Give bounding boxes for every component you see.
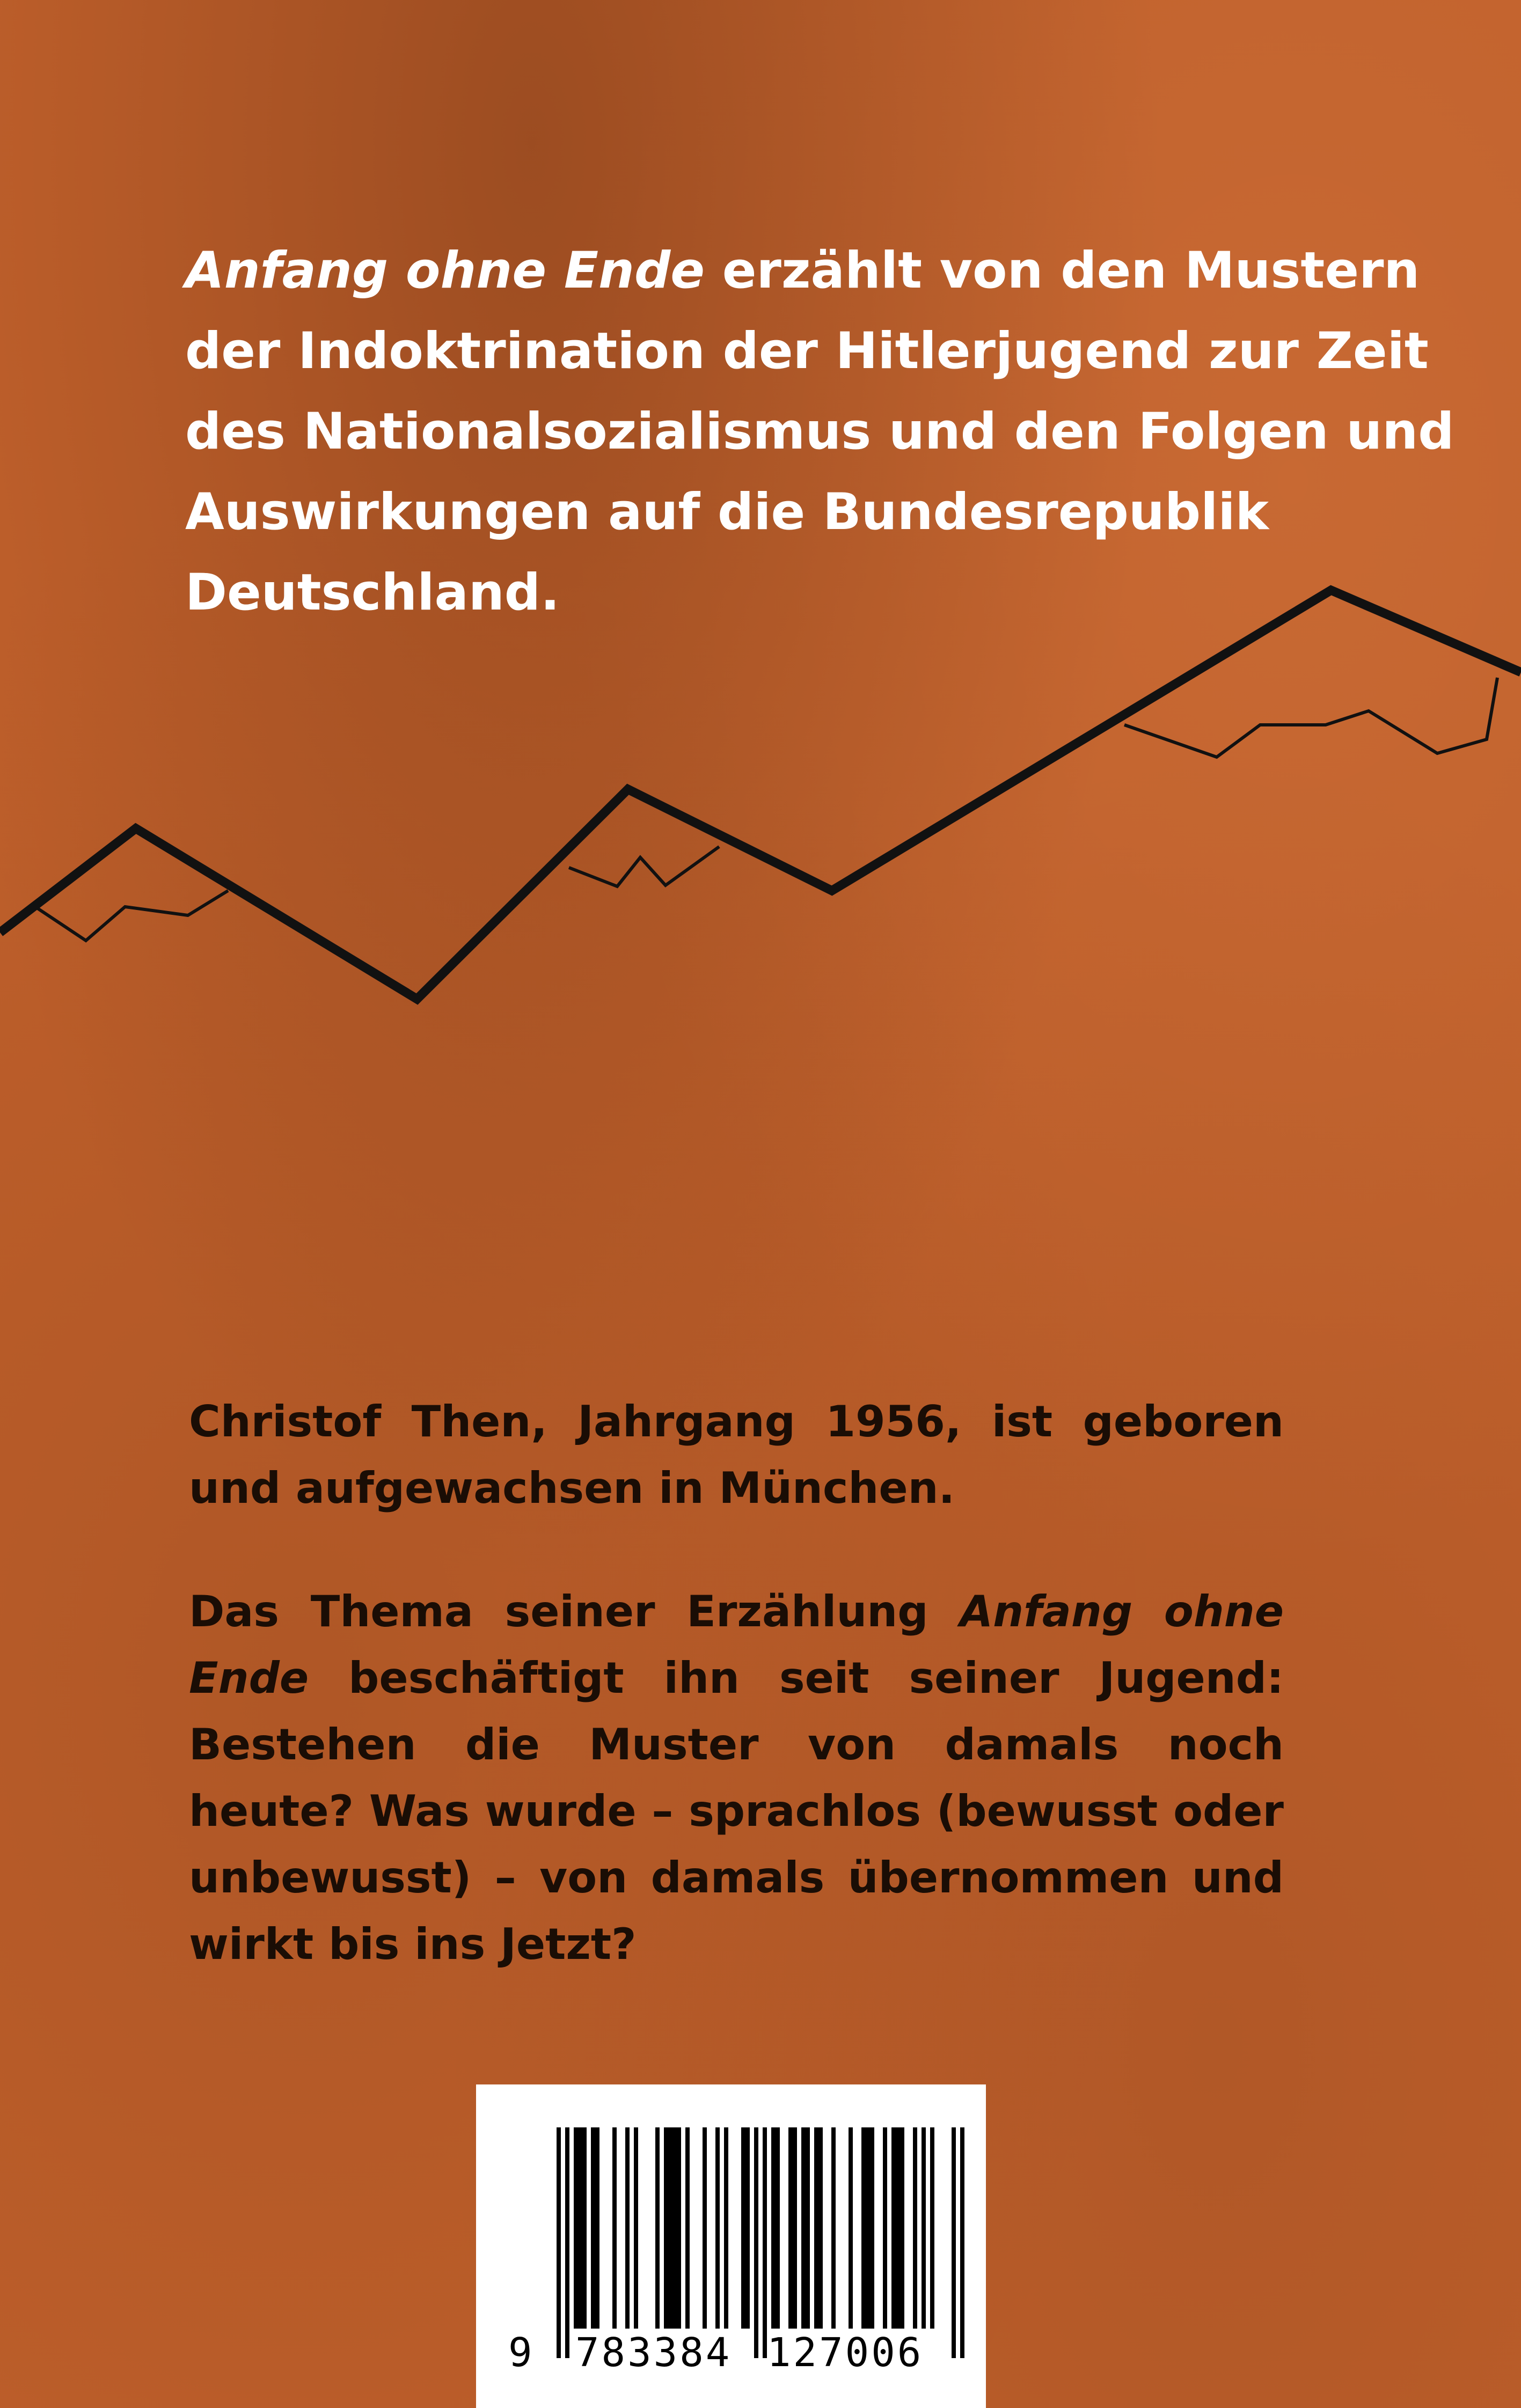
barcode-bar — [715, 2127, 720, 2329]
barcode-bar — [591, 2127, 595, 2329]
barcode-bar — [866, 2127, 870, 2329]
barcode-bar — [745, 2127, 750, 2329]
barcode-bar — [930, 2127, 934, 2329]
barcode-bar — [831, 2127, 836, 2329]
barcode-bar — [793, 2127, 797, 2329]
blurb-body: erzählt von den Mustern der Indoktrination der Hitlerjugend zur Zeit des Nationalsozialismus und den Folgen und Auswirkungen auf die Bundesrepublik Deutschland. — [185, 241, 1454, 622]
barcode-bar — [578, 2127, 582, 2329]
barcode-guard-bar — [565, 2127, 569, 2358]
barcode-bar — [801, 2127, 806, 2329]
barcode-guard-bar — [754, 2127, 758, 2358]
author-bio-paragraph-2 — [189, 1579, 1284, 1978]
barcode-bar — [664, 2127, 668, 2329]
mountain-line-illustration — [0, 579, 1521, 1009]
mountain-ridge-line — [0, 590, 1521, 999]
barcode-guard-bar — [763, 2127, 767, 2358]
snowcap-line-1 — [38, 891, 228, 941]
author-bio-paragraph-1: Christof Then, Jahrgang 1956, ist geboren und aufgewachsen in München. — [189, 1397, 1284, 1513]
barcode-bar — [685, 2127, 690, 2329]
bio-book-title-italic: Anfang ohne Ende — [189, 1587, 1284, 1703]
barcode-bar — [574, 2127, 578, 2329]
barcode-bar — [672, 2127, 677, 2329]
barcode-bar — [814, 2127, 818, 2329]
book-title-italic: Anfang ohne Ende — [185, 241, 705, 300]
barcode-prefix-digit: 9 — [508, 2330, 535, 2376]
barcode-bar — [741, 2127, 745, 2329]
barcode-bar — [612, 2127, 617, 2329]
barcode-bar — [655, 2127, 660, 2329]
snowcap-line-2 — [569, 847, 719, 886]
barcode-bar — [677, 2127, 681, 2329]
barcode-guard-bar — [557, 2127, 561, 2358]
barcode-bar — [771, 2127, 776, 2329]
barcode-bar — [870, 2127, 874, 2329]
barcode-bar — [922, 2127, 926, 2329]
barcode-bar — [913, 2127, 917, 2329]
barcode-bar — [625, 2127, 630, 2329]
barcode-right-digits: 127006 — [767, 2330, 924, 2376]
barcode-bar — [818, 2127, 823, 2329]
bio-text-rest: beschäftigt ihn seit seiner Jugend: Bestehen die Muster von damals noch heute? Was wurde – sprachlos (bewusst oder unbewusst) – von damals übernommen und wirkt bis ins Jetzt? — [189, 1653, 1284, 1969]
barcode-bar — [883, 2127, 887, 2329]
barcode-bar — [634, 2127, 638, 2329]
barcode-guard-bar — [960, 2127, 964, 2358]
barcode-bar — [582, 2127, 587, 2329]
barcode-left-digits: 783384 — [575, 2330, 732, 2376]
barcode-bar — [896, 2127, 900, 2329]
barcode-bar — [900, 2127, 904, 2329]
barcode-bar — [849, 2127, 853, 2329]
snowcap-line-3 — [1124, 678, 1497, 757]
isbn-barcode — [476, 2084, 986, 2408]
barcode-bar — [891, 2127, 896, 2329]
barcode-bar — [724, 2127, 728, 2329]
barcode-bar — [595, 2127, 599, 2329]
barcode-bar — [788, 2127, 793, 2329]
blurb-text — [185, 231, 1462, 633]
barcode-bar — [806, 2127, 810, 2329]
barcode-bar — [861, 2127, 866, 2329]
barcode-bar — [668, 2127, 672, 2329]
barcode-bar — [703, 2127, 707, 2329]
bio-text-start: Das Thema seiner Erzählung — [189, 1587, 960, 1636]
barcode-bar — [776, 2127, 780, 2329]
barcode-guard-bar — [952, 2127, 956, 2358]
